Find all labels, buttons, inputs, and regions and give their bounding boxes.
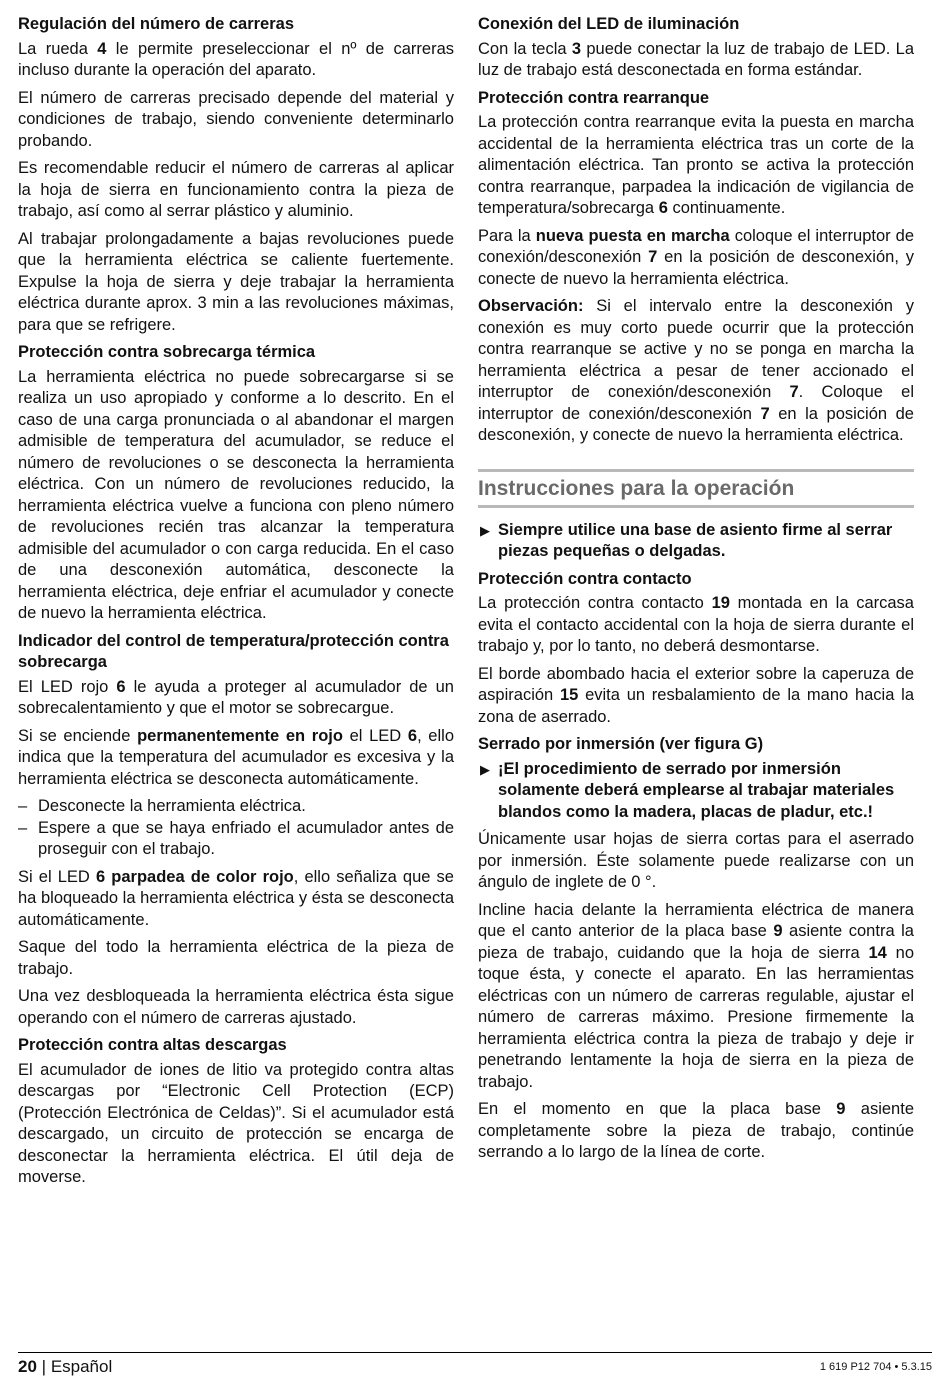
dash-list (18, 796, 454, 861)
paragraph: La protección contra contacto 19 montada en la carcasa evita el contacto accidental con la hoja de sierra durante el trabajo y, por lo tanto, no deberá desmontarse. (478, 594, 914, 655)
heading-contact-protection: Protección contra contacto (478, 569, 692, 588)
paragraph: Observación: Si el intervalo entre la desconexión y conexión es muy corto puede ocurrir que la protección contra rearranque se active y no se ponga en marcha la herramienta eléctrica a pesar de tener accionado el interruptor de conexión/desconexión 7. Coloque el interruptor de conexión/desconexión 7 en la posición de desconexión, y conecte de nuevo la herramienta eléctrica. (478, 297, 914, 444)
heading-temperature-indicator: Indicador del control de temperatura/protección contra sobrecarga (18, 631, 449, 671)
warning-item: ▶ ¡El procedimiento de serrado por inmersión solamente deberá emplearse al trabajar materiales blandos como la madera, placas de pladur, etc.! (478, 759, 914, 824)
footer-page-info (18, 1357, 112, 1377)
footer-rule (18, 1352, 932, 1353)
paragraph: Incline hacia delante la herramienta eléctrica de manera que el canto anterior de la placa base 9 asiente contra la pieza de trabajo, cuidando que la hoja de sierra 14 no toque ésta, y conecte el aparato. En las herramientas eléctricas con un número de carreras regulable, ajustar el número de carreras máximo. Presione firmemente la herramienta eléctrica contra la pieza de trabajo y deje ir penetrando lentamente la hoja de sierra en la pieza de trabajo. (478, 900, 914, 1091)
page-number: 20 (18, 1357, 37, 1376)
warning-item: ▶ Siempre utilice una base de asiento firme al serrar piezas pequeñas o delgadas. (478, 520, 914, 563)
heading-thermal-overload: Protección contra sobrecarga térmica (18, 343, 316, 361)
heading-stroke-rate: Regulación del número de carreras (18, 15, 295, 33)
paragraph: Es recomendable reducir el número de carreras al aplicar la hoja de sierra en funcionamiento contra la pieza de trabajo, así como al serrar plástico y aluminio. (18, 159, 454, 220)
section-title: Instrucciones para la operación (478, 476, 795, 500)
heading-deep-discharge: Protección contra altas descargas (18, 1036, 287, 1054)
paragraph: La protección contra rearranque evita la puesta en marcha accidental de la herramienta eléctrica tras un corte de la alimentación eléctrica. Tan pronto se activa la protección contra rearranque, parpadea la indicación de vigilancia de temperatura/sobrecarga 6 continuamente. (478, 113, 914, 217)
paragraph: Al trabajar prolongadamente a bajas revoluciones puede que la herramienta eléctrica se caliente fuertemente. Expulse la hoja de sierra y deje trabajar la herramienta eléctrica durante aprox. 3 min a las revoluciones máximas, para que se refrigere. (18, 229, 454, 334)
paragraph: En el momento en que la placa base 9 asiente completamente sobre la pieza de trabajo, continúe serrando a lo largo de la línea de corte. (478, 1100, 914, 1161)
paragraph: Para la nueva puesta en marcha coloque el interruptor de conexión/desconexión 7 en la posición de desconexión, y conecte de nuevo la herramienta eléctrica. (478, 226, 915, 288)
list-item: – Desconecte la herramienta eléctrica. (18, 796, 454, 818)
paragraph: Con la tecla 3 puede conectar la luz de trabajo de LED. La luz de trabajo está desconectada en forma estándar. (478, 39, 914, 79)
paragraph: El acumulador de iones de litio va protegido contra altas descargas por “Electronic Cell Protection (ECP) (Protección Electrónica de Celdas)”. Si el acumulador está descargado, un circuito de protección se encarga de desconectar la herramienta eléctrica. El útil deja de moverse. (18, 1060, 454, 1186)
section-title-bar (478, 469, 914, 508)
paragraph: El número de carreras precisado depende del material y condiciones de trabajo, siendo conveniente determinarlo probando. (18, 88, 454, 150)
heading-led-light: Conexión del LED de iluminación (478, 15, 740, 33)
heading-restart-protection: Protección contra rearranque (478, 88, 710, 107)
paragraph: El borde abombado hacia el exterior sobre la caperuza de aspiración 15 evita un resbalamiento de la mano hacia la zona de aserrado. (478, 664, 914, 726)
footer-separator: | (41, 1357, 47, 1376)
paragraph: Si se enciende permanentemente en rojo el LED 6, ello indica que la temperatura del acumulador es excesiva y la herramienta eléctrica se desconecta automáticamente. (18, 726, 454, 788)
paragraph: La herramienta eléctrica no puede sobrecargarse si se realiza un uso apropiado y conforme a lo descrito. En el caso de una carga pronunciada o al abandonar el margen admisible de temperatura del acumulador, se reduce el número de revoluciones o se desconecta la herramienta eléctrica. Con un número de revoluciones reducido, la herramienta eléctrica vuelve a funciona con pleno número de revoluciones recién tras alcanzar la temperatura admisible del acumulador o con carga reducida. En el caso de una desconexión automática, desconecte la herramienta eléctrica, deje enfriar el acumulador y conecte de nuevo la herramienta eléctrica. (18, 367, 454, 622)
paragraph: La rueda 4 le permite preseleccionar el nº de carreras incluso durante la operación del aparato. (18, 39, 454, 79)
paragraph: Una vez desbloqueada la herramienta eléctrica ésta sigue operando con el número de carreras ajustado. (18, 987, 454, 1027)
left-column (18, 14, 454, 1195)
right-column (478, 14, 914, 1170)
paragraph: El LED rojo 6 le ayuda a proteger al acumulador de un sobrecalentamiento y que el motor se sobrecargue. (18, 677, 454, 717)
paragraph: Saque del todo la herramienta eléctrica de la pieza de trabajo. (18, 938, 454, 978)
paragraph: Si el LED 6 parpadea de color rojo, ello señaliza que se ha bloqueado la herramienta eléctrica y ésta se desconecta automáticamente. (18, 867, 454, 929)
footer-document-code: 1 619 P12 704 • 5.3.15 (819, 1361, 932, 1373)
footer-language: Español (50, 1357, 113, 1376)
paragraph: Únicamente usar hojas de sierra cortas para el aserrado por inmersión. Éste solamente puede realizarse con un ángulo de inglete de 0 °. (478, 830, 914, 891)
heading-plunge-cutting: Serrado por inmersión (ver figura G) (478, 735, 764, 753)
list-item: – Espere a que se haya enfriado el acumulador antes de proseguir con el trabajo. (18, 818, 454, 861)
